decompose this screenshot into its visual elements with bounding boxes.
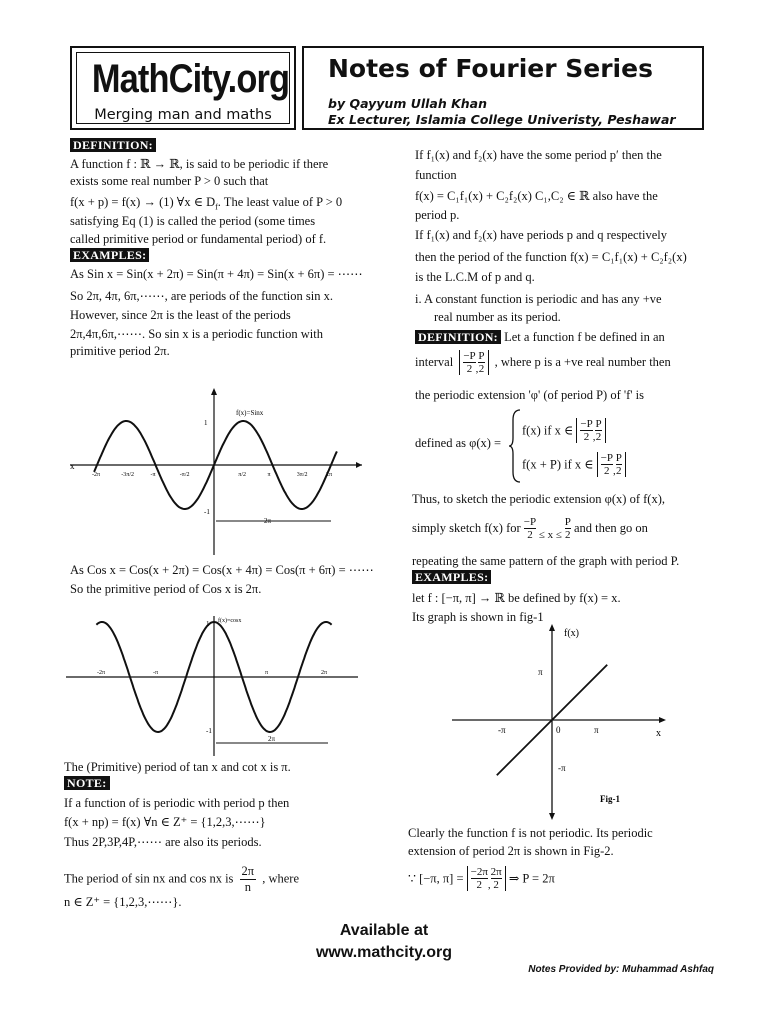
equation: As Sin x = Sin(x + 2π) = Sin(π + 4π) = Sin(x + 6π) = ⋯⋯ bbox=[70, 267, 363, 281]
text-line: satisfying Eq (1) is called the period (some times bbox=[70, 214, 316, 228]
equation: f(x + p) = f(x) → (1) ∀x ∈ D bbox=[70, 195, 216, 209]
interval: $\frac{-P}{2}$ , $\frac{P}{2}$ bbox=[459, 350, 488, 375]
x-tick-label: π bbox=[267, 472, 271, 478]
y-axis-arrow-down bbox=[549, 813, 555, 820]
title-box bbox=[302, 46, 704, 130]
text-line bbox=[64, 864, 299, 895]
text-line: So 2π, 4π, 6π,⋯⋯, are periods of the function sin x. bbox=[70, 289, 333, 303]
text-line: the periodic extension 'φ' (of period P) of 'f' is bbox=[415, 388, 645, 402]
equation: f(x) = C₁f₁(x) + C₂f₂(x) C₁,C₂ ∈ ℝ also have the bbox=[415, 189, 658, 203]
text-fragment: The period of sin nx and cos nx is bbox=[64, 871, 234, 886]
y-label-1: 1 bbox=[204, 419, 208, 427]
piecewise-row-1 bbox=[522, 418, 606, 443]
logo-tagline: Merging man and maths bbox=[94, 107, 272, 123]
text-line: primitive period 2π. bbox=[70, 344, 170, 358]
text-fragment: , where p is a +ve real number then bbox=[494, 355, 671, 369]
inequality: $\frac{-P}{2}$ ≤ x ≤ $\frac{P}{2}$ bbox=[523, 516, 571, 541]
text-line: If a function of is periodic with period p then bbox=[64, 796, 290, 810]
author: by Qayyum Ullah Khan bbox=[328, 96, 488, 111]
case-1: f(x) if x ∈ bbox=[522, 423, 574, 438]
equation: As Cos x = Cos(x + 2π) = Cos(x + 4π) = Cos(π + 6π) = ⋯⋯ bbox=[70, 563, 374, 577]
text-line: If f₁(x) and f₂(x) have the some period p′ then the bbox=[415, 148, 662, 162]
x-axis-arrow bbox=[356, 462, 362, 468]
x-tick-label: -2π bbox=[97, 670, 106, 676]
piecewise-row-2 bbox=[522, 452, 626, 477]
text-line: period p. bbox=[415, 208, 460, 222]
x-axis-arrow bbox=[659, 717, 666, 723]
text-fragment: simply sketch f(x) for bbox=[412, 521, 521, 535]
examples-label: EXAMPLES: bbox=[70, 248, 149, 262]
text-line: A function f : ℝ → ℝ, is said to be periodic if there bbox=[70, 157, 329, 171]
denominator: n bbox=[244, 880, 251, 894]
case-2: f(x + P) if x ∈ bbox=[522, 457, 594, 472]
period-label: 2π bbox=[264, 517, 272, 525]
text-line: extension of period 2π is shown in Fig-2. bbox=[408, 844, 614, 858]
brace bbox=[508, 408, 522, 484]
x-tick-label: 3π/2 bbox=[296, 472, 308, 478]
fraction bbox=[240, 864, 257, 895]
text-line: If f₁(x) and f₂(x) have periods p and q respectively bbox=[415, 228, 668, 242]
equation bbox=[408, 866, 555, 891]
x-axis-label: x bbox=[656, 728, 661, 739]
definition-label: DEFINITION: bbox=[415, 330, 501, 344]
text-line: Its graph is shown in fig-1 bbox=[412, 610, 544, 624]
sine-ticks bbox=[92, 472, 332, 478]
text-line: repeating the same pattern of the graph with period P. bbox=[412, 554, 680, 568]
text-line: However, since 2π is the least of the periods bbox=[70, 308, 291, 322]
x-tick-label: π/2 bbox=[238, 472, 247, 478]
x-tick-label: -π/2 bbox=[179, 472, 190, 478]
period-label: 2π bbox=[268, 735, 276, 743]
equation: let f : [−π, π] → ℝ be defined by f(x) = x. bbox=[412, 591, 621, 605]
x-tick-label: -2π bbox=[92, 472, 101, 478]
text-line: function bbox=[415, 168, 457, 182]
curve-label: f(x)=Sinx bbox=[236, 409, 264, 417]
affiliation: Ex Lecturer, Islamia College Univeristy, Peshawar bbox=[328, 112, 676, 127]
x-tick-label: 2π bbox=[321, 670, 328, 676]
y-tick-label: π bbox=[538, 667, 543, 677]
y-label-neg1: -1 bbox=[206, 727, 212, 735]
text-line bbox=[412, 516, 648, 541]
interval: $\frac{-P}{2}$ , $\frac{P}{2}$ bbox=[576, 418, 605, 443]
numerator: 2π bbox=[241, 864, 255, 878]
logo-inner-border bbox=[76, 52, 290, 124]
text-fragment: Let a function f be defined in an bbox=[504, 330, 665, 344]
text-fragment: . The least value of P > 0 bbox=[217, 195, 343, 209]
text-fragment: ∵ [−π, π] = bbox=[408, 871, 464, 886]
text-line: real number as its period. bbox=[434, 310, 561, 324]
curve-label: f(x)=cosx bbox=[218, 618, 242, 624]
x-axis-label: x bbox=[70, 461, 75, 471]
cosine-ticks bbox=[97, 670, 327, 676]
interval: $\frac{-2\pi}{2}$ , $\frac{2\pi}{2}$ bbox=[467, 866, 506, 891]
x-tick-label: -π bbox=[498, 725, 506, 735]
note-label: NOTE: bbox=[64, 776, 110, 790]
text-line: Thus, to sketch the periodic extension φ(x) of f(x), bbox=[412, 492, 665, 506]
cosine-graph bbox=[62, 612, 362, 758]
text-line: f(x + p) = f(x) → (1) ∀x ∈ $D_f$. The least value of P > 0 bbox=[70, 195, 343, 212]
text-fragment: ⇒ P = 2π bbox=[508, 871, 555, 886]
x-tick-label: -π bbox=[153, 670, 159, 676]
text-line: 2π,4π,6π,⋯⋯. So sin x is a periodic function with bbox=[70, 327, 323, 341]
logo-text: MathCity.org bbox=[91, 57, 290, 101]
y-tick-label: -π bbox=[558, 763, 566, 773]
text-line: then the period of the function f(x) = C₁f₁(x) + C₂f₂(x) bbox=[415, 250, 687, 264]
text-fragment: and then go on bbox=[573, 521, 648, 535]
y-label-neg1: -1 bbox=[204, 508, 210, 516]
text-line: Thus 2P,3P,4P,⋯⋯ are also its periods. bbox=[64, 835, 262, 849]
interval: $\frac{-P}{2}$ , $\frac{P}{2}$ bbox=[597, 452, 626, 477]
x-tick-label: π bbox=[594, 725, 599, 735]
logo-box bbox=[70, 46, 296, 130]
text-line: So the primitive period of Cos x is 2π. bbox=[70, 582, 262, 596]
text-line bbox=[415, 330, 665, 345]
y-axis-label: f(x) bbox=[564, 628, 579, 639]
x-tick-label: -3π/2 bbox=[121, 472, 135, 478]
y-label-1: 1 bbox=[206, 620, 210, 628]
footer-url[interactable]: www.mathcity.org bbox=[315, 944, 452, 961]
text-fragment: , where bbox=[262, 871, 300, 886]
x-tick-label: -π bbox=[150, 472, 156, 478]
x-tick-label: π bbox=[265, 670, 269, 676]
text-line: is the L.C.M of p and q. bbox=[415, 270, 535, 284]
footer-credit: Notes Provided by: Muhammad Ashfaq bbox=[528, 964, 714, 975]
y-axis-arrow bbox=[549, 624, 555, 631]
text-line: Clearly the function f is not periodic. Its periodic bbox=[408, 826, 653, 840]
x-tick-label: 2π bbox=[326, 472, 333, 478]
text-line: exists some real number P > 0 such that bbox=[70, 174, 269, 188]
figure-caption: Fig-1 bbox=[600, 794, 620, 804]
text-line: The (Primitive) period of tan x and cot x is π. bbox=[64, 760, 291, 774]
text-line: called primitive period or fundamental period) of f. bbox=[70, 232, 327, 246]
y-axis-arrow bbox=[211, 388, 217, 395]
text-line: i. A constant function is periodic and has any +ve bbox=[415, 292, 662, 306]
sine-graph bbox=[66, 360, 366, 560]
text-line bbox=[415, 350, 671, 375]
page-title: Notes of Fourier Series bbox=[328, 54, 653, 83]
x-tick-label: 0 bbox=[556, 725, 561, 735]
equation: n ∈ Z⁺ = {1,2,3,⋯⋯}. bbox=[64, 895, 182, 909]
equation: f(x + np) = f(x) ∀n ∈ Z⁺ = {1,2,3,⋯⋯} bbox=[64, 815, 266, 829]
text-fragment: defined as φ(x) = bbox=[415, 436, 502, 450]
text-fragment: interval bbox=[415, 355, 454, 369]
examples-label: EXAMPLES: bbox=[412, 570, 491, 584]
footer-available: Available at bbox=[339, 922, 429, 939]
definition-label: DEFINITION: bbox=[70, 138, 156, 152]
line-graph bbox=[448, 620, 678, 824]
